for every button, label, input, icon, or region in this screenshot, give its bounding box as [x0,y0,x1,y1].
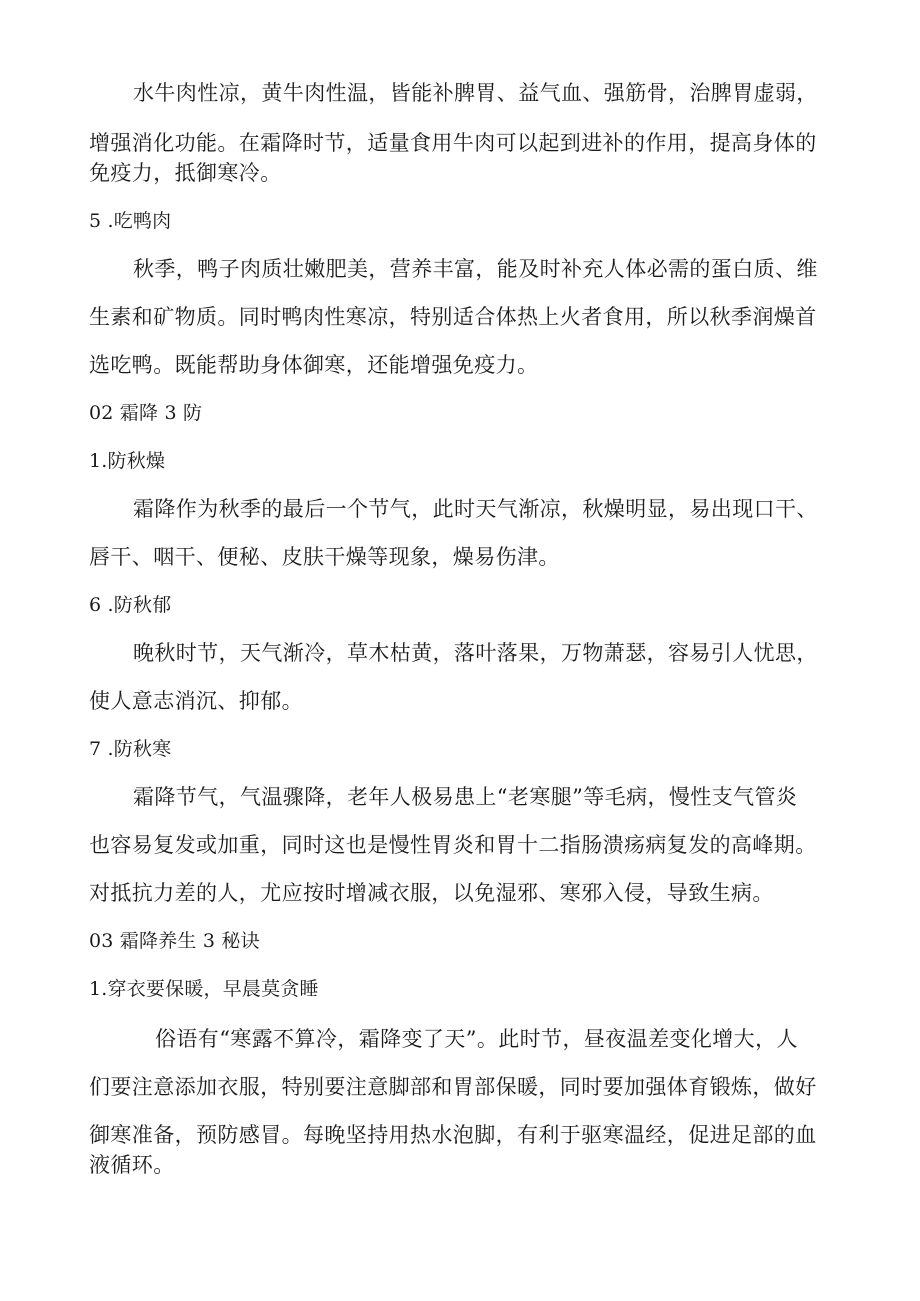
paragraph-depression-line-2: 使人意志消沉、抑郁。 [89,689,303,713]
heading-prevent-cold: 7 .防秋寒 [89,738,172,760]
paragraph-dryness-line-2: 唇干、咽干、便秘、皮肤干燥等现象，燥易伤津。 [89,545,560,569]
paragraph-duck-line-1: 秋季，鸭子肉质壮嫩肥美，营养丰富，能及时补充人体必需的蛋白质、维 [133,257,818,281]
paragraph-cold-line-2: 也容易复发或加重，同时这也是慢性胃炎和胃十二指肠溃疡病复发的高峰期。 [89,833,817,857]
paragraph-dryness-line-1: 霜降作为秋季的最后一个节气，此时天气渐凉，秋燥明显，易出现口干、 [133,497,818,521]
heading-eat-duck: 5 .吃鸭肉 [89,210,172,232]
section-heading-three-preventions: 02 霜降 3 防 [89,402,203,424]
paragraph-cold-line-1: 霜降节气，气温骤降，老年人极易患上“老寒腿”等毛病，慢性支气管炎 [133,785,798,809]
paragraph-beef-line-2: 增强消化功能。在霜降时节，适量食用牛肉可以起到进补的作用，提高身体的 [89,131,817,155]
paragraph-depression-line-1: 晚秋时节，天气渐冷，草木枯黄，落叶落果，万物萧瑟，容易引人忧思， [133,641,818,665]
heading-prevent-dryness: 1.防秋燥 [89,450,166,472]
paragraph-cold-line-3: 对抵抗力差的人，尤应按时增减衣服，以免湿邪、寒邪入侵，导致生病。 [89,881,774,905]
paragraph-dress-line-3: 御寒准备，预防感冒。每晚坚持用热水泡脚，有利于驱寒温经，促进足部的血 [89,1123,817,1147]
paragraph-dress-line-4: 液循环。 [89,1153,175,1177]
paragraph-beef-line-1: 水牛肉性凉，黄牛肉性温，皆能补脾胃、益气血、强筋骨，治脾胃虚弱， [133,81,818,105]
paragraph-beef-line-3: 免疫力，抵御寒冷。 [89,161,282,185]
paragraph-dress-line-1: 俗语有“寒露不算冷，霜降变了天”。此时节，昼夜温差变化增大，人 [155,1027,798,1051]
heading-prevent-depression: 6 .防秋郁 [89,594,172,616]
paragraph-dress-line-2: 们要注意添加衣服，特别要注意脚部和胃部保暖，同时要加强体育锻炼，做好 [89,1075,817,1099]
heading-dress-warm: 1.穿衣要保暖，早晨莫贪睡 [89,978,319,1000]
section-heading-three-secrets: 03 霜降养生 3 秘诀 [89,930,260,952]
paragraph-duck-line-3: 选吃鸭。既能帮助身体御寒，还能增强免疫力。 [89,353,539,377]
paragraph-duck-line-2: 生素和矿物质。同时鸭肉性寒凉，特别适合体热上火者食用，所以秋季润燥首 [89,305,817,329]
